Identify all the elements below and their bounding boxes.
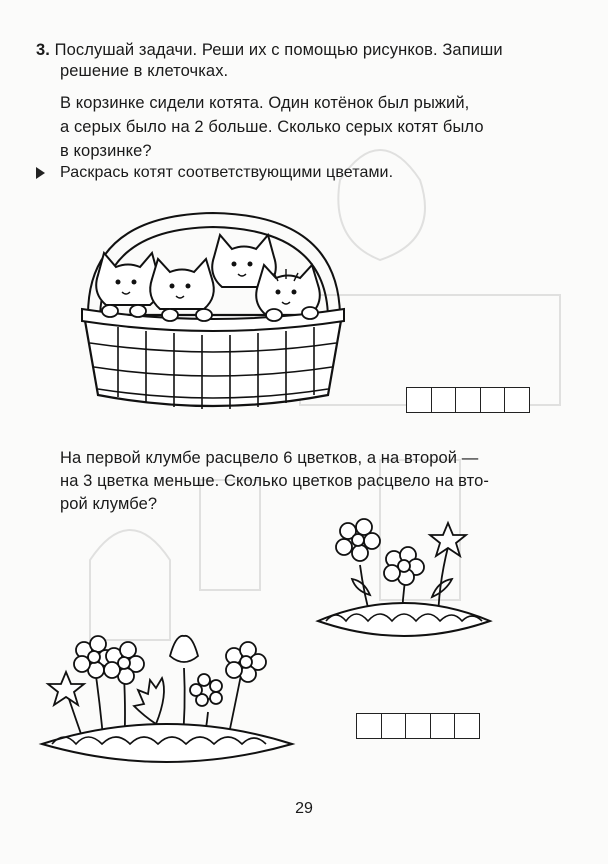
kittens-basket-illustration <box>78 205 348 425</box>
answer-cell[interactable] <box>405 713 431 739</box>
problem1-answer-cells <box>408 387 530 413</box>
answer-cell[interactable] <box>381 713 407 739</box>
task-number: 3. <box>36 41 50 59</box>
problem2-answer-cells <box>358 713 480 739</box>
task-instruction-line2: решение в клеточках. <box>60 62 229 80</box>
task-instruction-text: Послушай задачи. Реши их с помощью рисунков. Запиши <box>54 41 503 59</box>
problem1-line2: а серых было на 2 больше. Сколько серых котят было <box>60 118 484 136</box>
page-number: 29 <box>295 800 313 817</box>
problem1-hint: Раскрась котят соответствующими цветами. <box>60 164 394 181</box>
answer-cell[interactable] <box>406 387 432 413</box>
first-flowerbed-illustration <box>36 620 298 770</box>
problem2-line1: На первой клумбе расцвело 6 цветков, а на второй — <box>60 449 479 467</box>
problem1-line1: В корзинке сидели котята. Один котёнок был рыжий, <box>60 94 470 112</box>
answer-cell[interactable] <box>356 713 382 739</box>
answer-cell[interactable] <box>431 387 457 413</box>
answer-cell[interactable] <box>455 387 481 413</box>
answer-cell[interactable] <box>480 387 506 413</box>
problem2-line2: на 3 цветка меньше. Сколько цветков расцвело на вто- <box>60 472 490 490</box>
problem1-line3: в корзинке? <box>60 142 152 160</box>
second-flowerbed-illustration <box>314 515 494 645</box>
answer-cell[interactable] <box>504 387 530 413</box>
answer-cell[interactable] <box>454 713 480 739</box>
answer-cell[interactable] <box>430 713 456 739</box>
arrow-bullet-icon <box>36 167 45 179</box>
problem2-line3: рой клумбе? <box>60 495 158 513</box>
